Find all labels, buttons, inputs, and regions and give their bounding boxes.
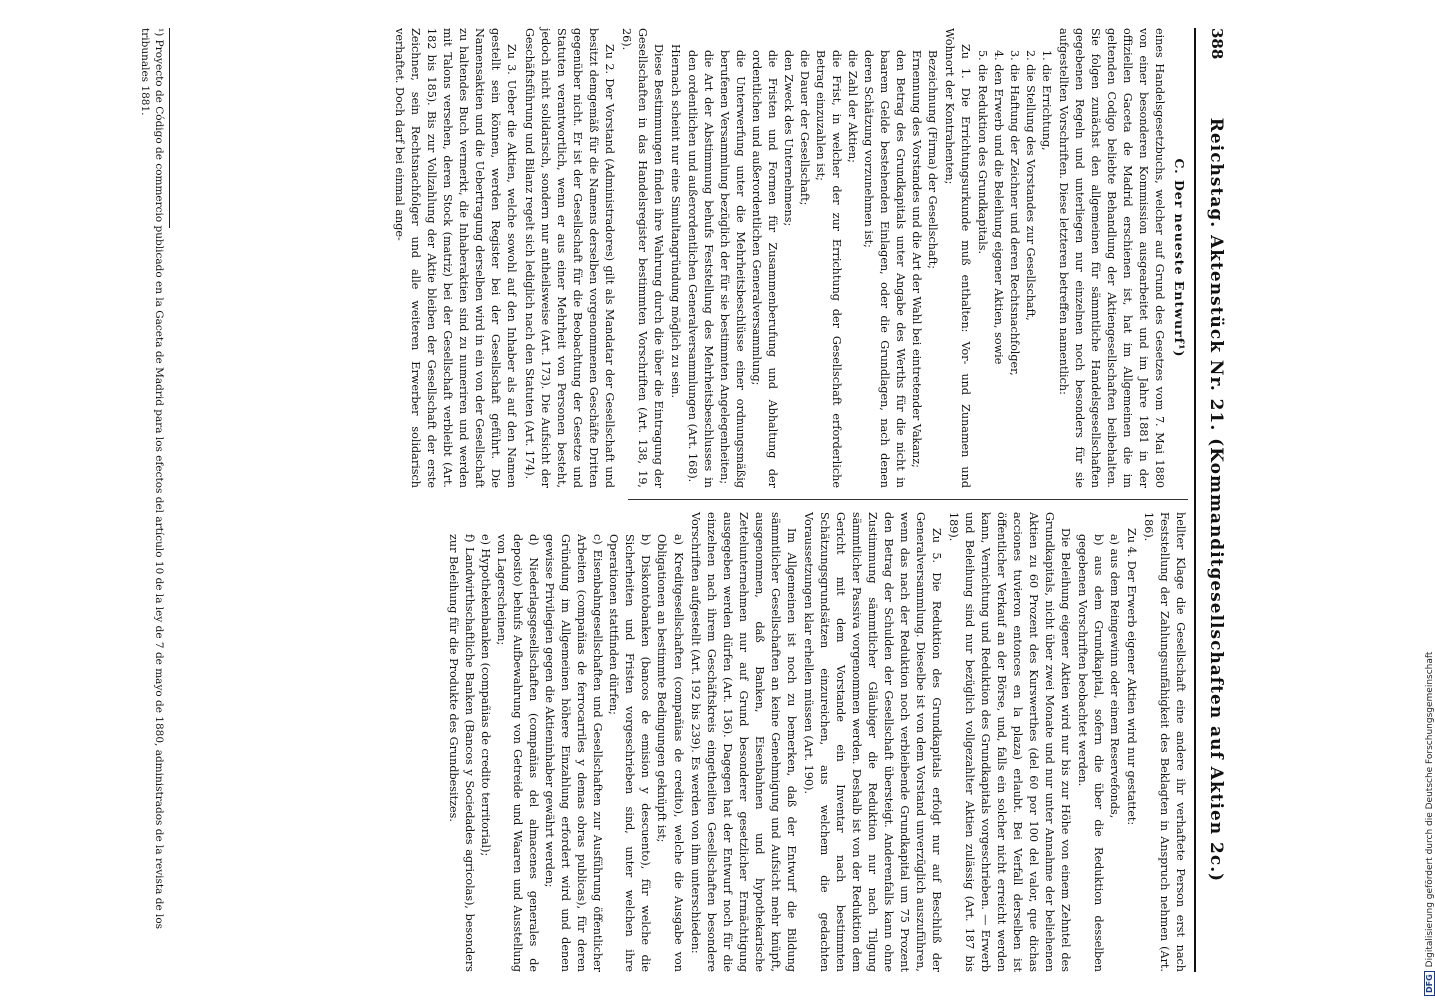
footnote-separator — [169, 28, 170, 228]
running-head: Reichstag. Aktenstück Nr. 21. (Kommanditgesellschaften auf Aktien 2c.) — [1206, 117, 1226, 883]
right-column — [444, 512, 1188, 972]
list-item: c) Eisenbahngesellschaften und Gesellschaften zur Ausführung öffentlicher Arbeiten (compañias de ferrocarriles y demas obras publicas), für deren Gründung im Allgemeinen höhere Einzahlung erfordert wird und denen gewisse Privilegien gegen die Aktieninhaber gewährt werden; — [543, 534, 605, 972]
page-header — [1200, 28, 1226, 972]
section-title: C. Der neueste Entwurf¹) — [1172, 158, 1187, 358]
page-number: 388 — [1208, 28, 1226, 60]
digitization-text: Digitalisierung gefördert durch die Deutsche Forschungsgemeinschaft — [1425, 651, 1435, 968]
header-rule — [1194, 28, 1196, 972]
list-item: 3. die Haftung der Zeichner und deren Rechtsnachfolger, — [1007, 50, 1021, 376]
list-item: die Art der Abstimmung behufs Feststellung des Mehrheitsbeschlusses in den ordentlichen und außerordentlichen Generalversammlungen (Art. 168). — [685, 50, 715, 488]
list-item: den Betrag des Grundkapitals unter Angabe des Werths für die nicht in baarem Gelde bestehenden Einlagen, oder die Grundlagen, nach denen deren Schätzung vorzunehmen ist; — [861, 50, 907, 488]
continued-paragraph: hellter Klage die Gesellschaft eine andere ihr verhaftete Person erst nach Feststellung der Zahlungsunfähigkeit des Beklagten in Anspruch nehmen (Art. 186). — [1141, 512, 1187, 972]
scanned-page — [60, 8, 1230, 992]
digitization-note — [1424, 0, 1435, 996]
list-item: d) Niederlagsgesellschaften (compañias del almacenes generales de deposito) behufs Aufbewahrung von Getreide und Waaren und Ausstellung von Lagerscheinen; — [495, 534, 541, 972]
list-item: die Unterwerfung unter die Mehrheitsbeschlüsse einer ordnungsmäßig berufenen Versammlung bezüglich der für sie bestimmten Angelegenheiten; — [717, 50, 747, 488]
registration-paragraph: Diese Bestimmungen finden ihre Wahrung durch die über die Eintragung der Gesellschaften in das Handelsregister bestimmten Vorschriften (Art. 138, 19, 26). — [619, 28, 665, 488]
list-item: 4. den Erwerb und die Beleihung eigener Aktien, sowie — [991, 50, 1005, 365]
list-item: a) aus dem Reingewinn oder einem Reservefonds, — [1107, 534, 1121, 819]
list-item: den Zweck des Unternehmens; — [781, 50, 795, 227]
list-item: f) Landwirthschaftliche Banken (Bancos y Sociedades agricolas), besonders zur Beleihung für die Produkte des Grundbesitzes. — [447, 534, 477, 972]
company-types-list — [445, 512, 685, 972]
list-item: Ernennung des Vorstandes und die Art der Wahl bei eintretender Vakanz; — [909, 50, 923, 468]
left-column — [390, 28, 1188, 488]
intro-paragraph: eines Handelsgesetzbuchs, welcher auf Grund des Gesetzes vom 7. Mai 1880 von einer besonderen Kommission ausgearbeitet und im Jahre 1881 in der offiziellen Gaceta de Madrid erschienen ist, hat im Allgemeinen die im geltenden Codigo beliebte Behandlung der Aktiengesellschaften beibehalten. Sie folgen zunächst den allgemeinen für sämmtliche Handelsgesellschaften gegebenen Regeln und unterliegen nur einzelnen noch besonders für sie aufgestellten Vorschriften. Diese letzteren betreffen namentlich: — [1057, 28, 1167, 488]
zu2-paragraph: Zu 2. Der Vorstand (Administradores) gilt als Mandatar der Gesellschaft und besitzt demgemäß für die Namens derselben vorgenommenen Geschäfte Dritten gegenüber nicht. Er ist der Gesellschaft für die Beobachtung der Gesetze und Statuten verantwortlich, wenn er aus einer Mehrheit von Personen besteht, jedoch nicht solidarisch, sondern nur antheilsweise (Art. 173). Die Aufsicht der Geschäftsführung und Bilanz regelt sich lediglich nach den Statuten (Art. 174). — [522, 28, 616, 488]
topic-list — [974, 28, 1054, 488]
zu4-paragraph: Zu 4. Der Erwerb eigener Aktien wird nur gestattet: — [1124, 528, 1138, 826]
column-divider — [628, 499, 1188, 500]
zu5-paragraph: Zu 5. Die Reduktion des Grundkapitals erfolgt nur auf Beschluß der Generalversammlung. Dieselbe ist von dem Vorstand unverzüglich auszuführen, wenn das nach der Reduktion noch verbleibende Grundkapital um 75 Prozent den Betrag der Schulden der Gesellschaft übersteigt. Anderenfalls kann ohne Zustimmung sämmtlicher Gläubiger die Reduktion nur nach Tilgung sämmtlicher Passiva vorgenommen werden. Deshalb ist von der Reduktion dem Gericht mit dem Vorstande ein Inventar nach bestimmten Schätzungsgrundsätzen einzureichen, aus welchem die gedachten Voraussetzungen klar erhellen müssen (Art. 190). — [801, 512, 943, 972]
list-item: b) Diskontobanken (bancos de emision y descuento), für welche die Sicherheiten und Fristen vorgeschrieben sind, unter welchen ihre Operationen stattfinden dürfen; — [607, 534, 653, 972]
general-paragraph: Im Allgemeinen ist noch zu bemerken, daß der Entwurf die Bildung sämmtlicher Gesellschaften an keine Genehmigung und Aufsicht mehr knüpft, ausgenommen, daß Banken, Eisenbahnen und hypothekarische Zettelunternehmen nur auf Grund besonderer gesetzlicher Ermächtigung ausgegeben werden dürfen (Art. 136). Dagegen hat der Entwurf noch für die einzelnen nach ihrem Geschäftskreis eingetheilten Gesellschaften besondere Vorschriften aufgestellt (Art. 192 bis 239). Es werden von ihm unterschieden: — [688, 512, 798, 972]
list-item: 1. die Errichtung, — [1040, 50, 1054, 151]
zu1-intro: Zu 1. Die Errichtungsurkunde muß enthalten: Vor- und Zunamen und Wohnort der Kontrahenten; — [942, 28, 972, 488]
zu3-paragraph: Zu 3. Ueber die Aktien, welche sowohl auf den Inhaber als auf den Namen gestellt sein können, werden Register bei der Gesellschaft geführt. Die Namensaktien und die Uebertragung derselben wird in ein von der Gesellschaft zu haltendes Buch vermerkt, die Inhaberaktien sind zu numeriren und werden mit Talons versehen, deren Stock (matriz) bei der Gesellschaft verbleibt (Art. 182 bis 185). Bis zur Vollzahlung der Aktie bleiben der Gesellschaft der erste Zeichner, sein Rechtsnachfolger und alle weiteren Erwerber solidarisch verhaftet. Doch darf bei einmal ange- — [393, 28, 519, 488]
list-item: die Dauer der Gesellschaft; — [797, 50, 811, 206]
zu4-list — [1074, 512, 1122, 972]
list-item: die Frist, in welcher der zur Errichtung der Gesellschaft erforderliche Betrag einzuzahlen ist; — [813, 50, 843, 488]
list-item: b) aus dem Grundkapital, sofern die über die Reduktion desselben gegebenen Vorschriften beobachtet werden. — [1075, 534, 1105, 972]
list-item: die Fristen und Formen für Zusammenberufung und Abhaltung der ordentlichen und außerordentlichen Generalversammlung; — [749, 50, 779, 488]
list-item: 2. die Stellung des Vorstandes zur Gesellschaft, — [1024, 50, 1037, 321]
list-item: 5. die Reduktion des Grundkapitals. — [975, 50, 989, 255]
simultan-paragraph: Hiernach scheint nur eine Simultangründung möglich zu sein. — [668, 44, 682, 399]
footnote: ¹) Proyecto de Código de commercio publicado en la Gaceta de Madrid para los efectos del artículo 10 de la ley de 7 de mayo de 1880, administrados de la revista de los tribunales 1881. — [139, 28, 165, 930]
list-item: a) Kreditgesellschaften (compañias de credito), welche die Ausgabe von Obligationen an bestimmte Bedingungen geknüpft ist; — [655, 534, 685, 972]
loan-paragraph: Die Beleihung eigener Aktien wird nur bis zur Höhe von einem Zehntel des Grundkapitals, nicht über zwei Monate und nur unter Annahme der beliehenen Aktien zu 60 Prozent des Kurswerthes (del 60 por 100 del valor, que dichas acciones tuvieron entonces en la plaza) erlaubt. Bei Verfall derselben ist öffentlicher Verkauf an der Börse, und, falls ein solcher nicht erreicht werden kann, Vernichtung und Reduktion des Grundkapitals vorgeschrieben. — Erwerb und Beleihung sind nur bezüglich vollgezahlter Aktien zulässig (Art. 187 bis 189). — [946, 512, 1072, 972]
list-item: Bezeichnung (Firma) der Gesellschaft; — [925, 50, 939, 270]
list-item: e) Hypothekenbanken (compañias de credito territorial); — [479, 534, 493, 857]
dfg-logo-icon: DFG — [1424, 971, 1435, 996]
list-item: die Zahl der Aktien; — [845, 50, 859, 163]
zu1-list — [684, 28, 940, 488]
